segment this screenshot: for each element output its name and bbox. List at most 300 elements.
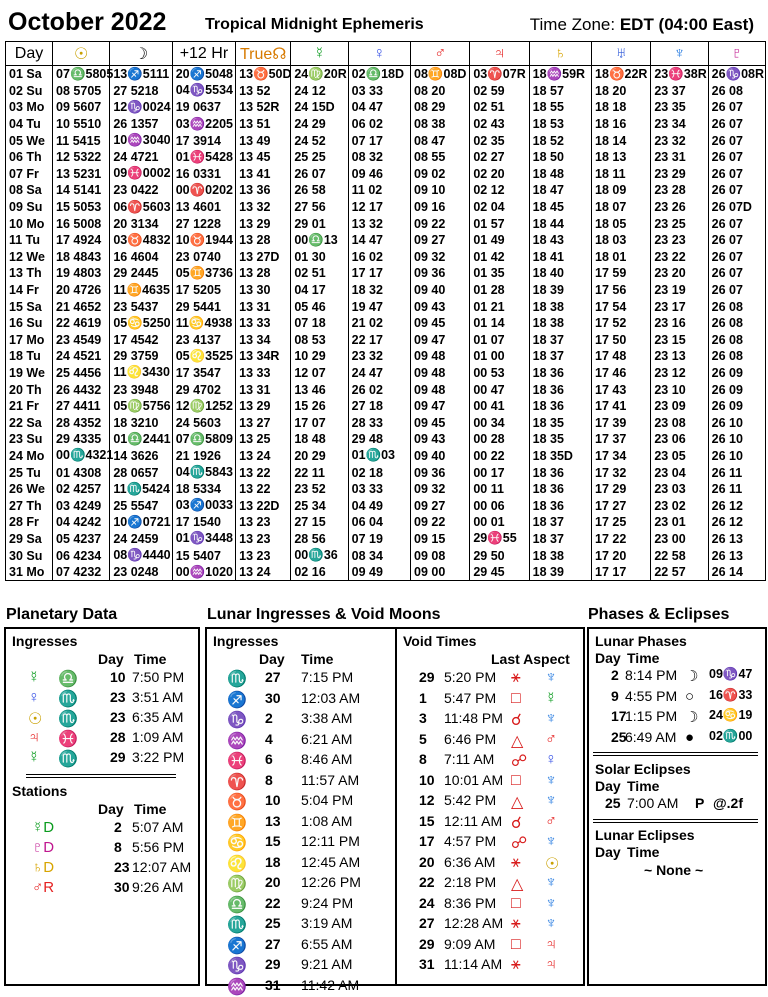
void-time: 8:36 PM	[444, 894, 497, 911]
table-cell: 02 27	[470, 149, 529, 166]
table-cell: 17 39	[592, 414, 651, 431]
table-cell: 15 5053	[53, 199, 110, 216]
table-cell: 24 4721	[110, 149, 172, 166]
phase-row	[589, 688, 765, 708]
table-cell: 09 27	[411, 232, 470, 249]
table-cell: 13 51	[236, 116, 291, 133]
lunar-ingress-day: 27	[265, 935, 281, 952]
table-cell: 04 17	[291, 282, 348, 299]
aspect-glyph: ⚹	[511, 669, 521, 686]
divider	[593, 752, 758, 756]
aspect-glyph: △	[511, 876, 524, 893]
table-cell: 13 52R	[236, 99, 291, 116]
table-cell: 13 49	[236, 132, 291, 149]
table-cell: 23 22	[651, 249, 708, 266]
void-time: 2:18 PM	[444, 874, 497, 890]
table-cell: 18 40	[529, 265, 591, 282]
phase-time: 6:49 AM	[625, 728, 677, 745]
aspect-glyph: ⚹	[511, 915, 521, 932]
table-cell: 12 07	[291, 365, 348, 382]
table-cell: 13 33	[236, 315, 291, 332]
table-row	[6, 149, 766, 166]
aspect-planet-glyph: ♆	[545, 833, 557, 850]
stations-heading: Stations	[12, 783, 68, 799]
table-row	[6, 531, 766, 548]
table-cell: 23 13	[651, 348, 708, 365]
ingress-day: 29	[110, 749, 126, 765]
table-cell: 17 5205	[172, 282, 235, 299]
table-cell: 23 29	[651, 166, 708, 183]
table-cell: 18 36	[529, 381, 591, 398]
table-row	[6, 381, 766, 398]
planetary-data-title: Planetary Data	[6, 606, 118, 623]
table-cell: 24 29	[291, 116, 348, 133]
table-cell: 19 We	[6, 365, 53, 382]
table-cell: 14 3626	[110, 448, 172, 465]
day-heading: Day	[98, 651, 124, 667]
table-cell: 08 34	[348, 547, 410, 564]
lunar-ingress-time: 5:04 PM	[301, 792, 354, 808]
aspect-planet-glyph: ♂	[545, 730, 557, 748]
table-cell: 23 0422	[110, 182, 172, 199]
table-cell: 18 16	[592, 116, 651, 133]
phase-position: 09♑47	[709, 667, 753, 681]
table-cell: 23 23	[651, 232, 708, 249]
sign-glyph: ♈	[227, 773, 247, 791]
table-cell: 09 47	[411, 332, 470, 349]
table-cell: 24 52	[291, 132, 348, 149]
table-cell: 13 41	[236, 166, 291, 183]
table-cell: 18 13	[592, 149, 651, 166]
void-row	[207, 915, 583, 935]
void-row	[207, 772, 583, 792]
lunar-ingress-day: 6	[265, 751, 273, 767]
table-cell: 18 45	[529, 199, 591, 216]
table-cell: 02 04	[470, 199, 529, 216]
ingress-row	[6, 689, 198, 709]
table-cell: 17 29	[592, 481, 651, 498]
ephemeris-table	[5, 41, 766, 581]
table-cell: 09 36	[411, 464, 470, 481]
void-time: 11:48 PM	[444, 710, 503, 726]
table-cell: 23 34	[651, 116, 708, 133]
table-cell: 18 38	[529, 547, 591, 564]
table-cell: 09 46	[348, 166, 410, 183]
table-cell: 19 47	[348, 298, 410, 315]
table-cell: 17 52	[592, 315, 651, 332]
table-cell: 26 07	[708, 282, 765, 299]
ingress-row	[6, 709, 198, 729]
table-cell: 04 4242	[53, 514, 110, 531]
table-cell: 13 28	[236, 232, 291, 249]
table-cell: 12♑0024	[110, 99, 172, 116]
table-cell: 08 5705	[53, 83, 110, 100]
table-cell: 18 09	[592, 182, 651, 199]
phase-day: 2	[611, 667, 619, 683]
table-cell: 29 5441	[172, 298, 235, 315]
ingress-day: 28	[110, 729, 126, 745]
ingress-day: 23	[110, 709, 126, 725]
table-row	[6, 348, 766, 365]
station-glyph: ♂R	[32, 879, 55, 896]
table-cell: 01 4308	[53, 464, 110, 481]
table-cell: 09 45	[411, 414, 470, 431]
table-cell: 26 12	[708, 497, 765, 514]
table-cell: 25 4456	[53, 365, 110, 382]
table-cell: 29 2445	[110, 265, 172, 282]
table-cell: 08 29	[411, 99, 470, 116]
table-cell: 12 17	[348, 199, 410, 216]
table-cell: 05♌3525	[172, 348, 235, 365]
table-cell: 10 5510	[53, 116, 110, 133]
table-cell: 26 We	[6, 481, 53, 498]
sign-glyph: ♏	[58, 691, 78, 708]
table-cell: 26 58	[291, 182, 348, 199]
table-cell: 18 57	[529, 83, 591, 100]
table-row	[6, 182, 766, 199]
table-cell: 17 50	[592, 332, 651, 349]
table-cell: 23 26	[651, 199, 708, 216]
table-cell: 29♓55	[470, 531, 529, 548]
table-cell: 03♈07R	[470, 66, 529, 83]
table-cell: 01♑3448	[172, 531, 235, 548]
table-cell: 00 34	[470, 414, 529, 431]
table-cell: 23 4549	[53, 332, 110, 349]
solar-magnitude: @.2f	[713, 795, 743, 811]
table-cell: 03 33	[348, 481, 410, 498]
lunar-ingress-time: 12:11 PM	[301, 833, 360, 849]
table-cell: 18 38	[529, 298, 591, 315]
table-cell: 26 08	[708, 83, 765, 100]
station-time: 9:26 AM	[132, 879, 184, 895]
table-cell: 11 Tu	[6, 232, 53, 249]
aspect-planet-glyph: ♀	[545, 751, 557, 768]
table-cell: 18 53	[529, 116, 591, 133]
phase-icon: ☽	[685, 709, 699, 726]
table-cell: 01♏03	[348, 448, 410, 465]
table-row	[6, 365, 766, 382]
aspect-planet-glyph: ♆	[545, 874, 557, 891]
table-row	[6, 564, 766, 581]
table-cell: 18 07	[592, 199, 651, 216]
aspect-glyph: ☌	[511, 814, 522, 832]
table-cell: 01 Sa	[6, 66, 53, 83]
table-cell: 01 28	[470, 282, 529, 299]
table-cell: 21 Fr	[6, 398, 53, 415]
table-cell: 09 10	[411, 182, 470, 199]
table-cell: 04♑5534	[172, 83, 235, 100]
col-header: +12 Hr	[172, 42, 235, 66]
phase-row	[589, 708, 765, 728]
lunar-ingresses-heading: Ingresses	[213, 633, 279, 649]
solar-eclipse-row	[589, 795, 765, 815]
table-cell: 18 52	[529, 132, 591, 149]
table-cell: 26 07	[708, 249, 765, 266]
table-cell: 27 18	[348, 398, 410, 415]
table-cell: 13 45	[236, 149, 291, 166]
void-day: 29	[419, 935, 435, 952]
table-cell: 01 14	[470, 315, 529, 332]
table-cell: 00 22	[470, 448, 529, 465]
table-cell: 23 05	[651, 448, 708, 465]
lunar-ingress-day: 25	[265, 915, 281, 931]
planetary-data-box: Ingresses Day Time ☿ ♎ 10 7:50 PM ♀ ♏ 23 3:51 AM ☉ ♏ 23 6:35 AM ♃ ♓ 28 1:09 AM ☿ ♏ 29 3:22 PM Stations Day Time ☿D 2 5:07 AM ♇D 8 5:56 PM ♄D 23 12:07 AM ♂R 30 9:26 AM	[4, 627, 200, 986]
table-cell: 18 05	[592, 215, 651, 232]
table-cell: 16 02	[348, 249, 410, 266]
void-row	[207, 833, 583, 853]
table-row	[6, 282, 766, 299]
table-cell: 17 07	[291, 414, 348, 431]
table-cell: 10 Mo	[6, 215, 53, 232]
table-cell: 26 07	[708, 215, 765, 232]
table-cell: 11♊4635	[110, 282, 172, 299]
void-day: 27	[419, 915, 435, 931]
aspect-glyph: ⚹	[511, 956, 521, 973]
table-cell: 18 39	[529, 564, 591, 581]
lunar-ingress-time: 6:21 AM	[301, 730, 353, 747]
table-cell: 02 20	[470, 166, 529, 183]
table-cell: 28 0657	[110, 464, 172, 481]
table-cell: 08 55	[411, 149, 470, 166]
table-row	[6, 497, 766, 514]
table-cell: 08 47	[411, 132, 470, 149]
col-header: ♀	[348, 42, 410, 66]
void-day: 17	[419, 833, 435, 849]
station-day: 30	[114, 879, 130, 895]
table-cell: 23 01	[651, 514, 708, 531]
table-cell: 18♉22R	[592, 66, 651, 83]
table-cell: 09 40	[411, 448, 470, 465]
ingress-row	[6, 749, 198, 769]
table-cell: 26 13	[708, 531, 765, 548]
table-cell: 13 4601	[172, 199, 235, 216]
aspect-glyph: ☌	[511, 712, 522, 729]
table-cell: 10♐0721	[110, 514, 172, 531]
table-cell: 14 47	[348, 232, 410, 249]
divider	[26, 774, 176, 778]
table-cell: 00 01	[470, 514, 529, 531]
table-cell: 17 46	[592, 365, 651, 382]
table-cell: 26 13	[708, 547, 765, 564]
lunar-ingress-day: 10	[265, 792, 281, 808]
table-row	[6, 83, 766, 100]
table-cell: 18 Tu	[6, 348, 53, 365]
table-cell: 17 3547	[172, 365, 235, 382]
table-cell: 04♏5843	[172, 464, 235, 481]
phase-row	[589, 667, 765, 687]
table-cell: 29 50	[470, 547, 529, 564]
table-cell: 13 24	[236, 564, 291, 581]
table-cell: 26 07	[708, 182, 765, 199]
table-cell: 17 25	[592, 514, 651, 531]
lunar-ingress-day: 20	[265, 874, 281, 890]
table-cell: 06 4234	[53, 547, 110, 564]
station-row	[6, 819, 198, 839]
table-cell: 08 53	[291, 332, 348, 349]
table-cell: 18 01	[592, 249, 651, 266]
sign-glyph: ♓	[58, 731, 78, 748]
table-cell: 09 22	[411, 215, 470, 232]
table-row	[6, 514, 766, 531]
table-cell: 00 47	[470, 381, 529, 398]
table-cell: 16 5008	[53, 215, 110, 232]
void-row	[207, 936, 583, 956]
table-cell: 28 56	[291, 531, 348, 548]
table-cell: 04 47	[348, 99, 410, 116]
lunar-eclipses-none: ~ None ~	[644, 862, 704, 878]
table-cell: 18 32	[348, 282, 410, 299]
table-cell: 20♐5048	[172, 66, 235, 83]
solar-eclipses-heading: Solar Eclipses	[595, 761, 691, 777]
table-cell: 09 32	[411, 481, 470, 498]
table-cell: 20 4726	[53, 282, 110, 299]
ingress-time: 7:50 PM	[132, 669, 185, 685]
table-cell: 23♓38R	[651, 66, 708, 83]
table-cell: 03♒2205	[172, 116, 235, 133]
table-cell: 01 00	[470, 348, 529, 365]
table-cell: 02 12	[470, 182, 529, 199]
table-cell: 26 07	[291, 166, 348, 183]
table-cell: 21 02	[348, 315, 410, 332]
void-row	[207, 854, 583, 874]
table-cell: 13 30	[236, 282, 291, 299]
table-cell: 13 52	[236, 83, 291, 100]
table-cell: 18 35D	[529, 448, 591, 465]
lunar-ingress-day: 27	[265, 669, 281, 685]
table-cell: 29 45	[470, 564, 529, 581]
table-cell: 12♍1252	[172, 398, 235, 415]
table-cell: 26 10	[708, 414, 765, 431]
table-cell: 23 10	[651, 381, 708, 398]
table-cell: 13 34	[236, 332, 291, 349]
col-header: ☿	[291, 42, 348, 66]
table-cell: 09 43	[411, 298, 470, 315]
table-cell: 26 07D	[708, 199, 765, 216]
phase-icon: ○	[685, 687, 695, 705]
table-cell: 23 00	[651, 531, 708, 548]
table-cell: 13 Th	[6, 265, 53, 282]
table-cell: 12 We	[6, 249, 53, 266]
table-cell: 18 3210	[110, 414, 172, 431]
lunar-box: Ingresses Day Time ♏ 27 7:15 PM ♐ 30 12:03 AM ♑ 2 3:38 AM ♒ 4 6:21 AM ♓ 6 8:46 AM ♈ 8 11:57 AM ♉ 10 5:04 PM ♊ 13 1:08 AM ♋ 15 12:11 PM ♌ 18 12:45 AM ♍ 20 12:26 PM ♎ 22 9:24 PM ♏ 25 3:19 AM ♐ 27 6:55 AM ♑ 29 9:21 AM ♒ 31 11:42 AM Void Times Last Aspect 29 5:20 PM ⚹ ♆ 1 5:47 PM □ ☿ 3 11:48 PM ☌ ♆ 5 6:46 PM △ ♂ 8 7:11 AM ☍ ♀ 10 10:01 AM □ ♆ 12 5:42 PM △ ♆ 15 12:11 AM ☌ ♂ 17 4:57 PM ☍ ♆ 20 6:36 AM ⚹ ☉ 22 2:18 PM △ ♆ 24 8:36 PM □ ♆ 27 12:28 AM ⚹ ♆ 29 9:09 AM □ ♃ 31 11:14 AM ⚹ ♃	[205, 627, 585, 986]
void-time: 7:11 AM	[444, 751, 495, 767]
table-cell: 26♑08R	[708, 66, 765, 83]
table-cell: 18 14	[592, 132, 651, 149]
lunar-ingress-time: 8:46 AM	[301, 751, 353, 767]
table-cell: 27 Th	[6, 497, 53, 514]
void-day: 12	[419, 792, 435, 808]
table-cell: 26 09	[708, 381, 765, 398]
ingress-row	[6, 729, 198, 749]
table-cell: 29 4702	[172, 381, 235, 398]
table-cell: 26 07	[708, 265, 765, 282]
table-cell: 18 48	[291, 431, 348, 448]
table-cell: 18 4843	[53, 249, 110, 266]
aspect-planet-glyph: ♆	[545, 669, 557, 686]
table-cell: 11♏5424	[110, 481, 172, 498]
table-cell: 23 04	[651, 464, 708, 481]
table-cell: 26 09	[708, 365, 765, 382]
table-cell: 27 56	[291, 199, 348, 216]
ingress-time: 3:22 PM	[132, 749, 185, 765]
table-cell: 26 4432	[53, 381, 110, 398]
table-cell: 02 4257	[53, 481, 110, 498]
table-cell: 13 32	[236, 199, 291, 216]
ingress-day: 10	[110, 669, 126, 685]
table-row	[6, 431, 766, 448]
table-cell: 26 10	[708, 448, 765, 465]
sign-glyph: ♏	[227, 917, 247, 934]
aspect-planet-glyph: ♃	[545, 935, 557, 953]
table-cell: 00♎13	[291, 232, 348, 249]
table-cell: 27 4411	[53, 398, 110, 415]
col-header: ♅	[592, 42, 651, 66]
table-cell: 23 5437	[110, 298, 172, 315]
void-day: 8	[419, 751, 427, 767]
time-heading: Time	[134, 651, 167, 667]
table-cell: 23 03	[651, 481, 708, 498]
table-cell: 13 32	[348, 215, 410, 232]
table-row	[6, 265, 766, 282]
table-cell: 18 20	[592, 83, 651, 100]
void-day: 15	[419, 812, 435, 829]
solar-time: 7:00 AM	[627, 795, 679, 811]
phase-position: 02♏00	[709, 728, 753, 743]
table-cell: 01 57	[470, 215, 529, 232]
sign-glyph: ♒	[227, 732, 247, 750]
table-cell: 23 35	[651, 99, 708, 116]
phase-day: 17	[611, 708, 627, 724]
table-cell: 02♎18D	[348, 66, 410, 83]
table-row	[6, 232, 766, 249]
table-cell: 09 43	[411, 431, 470, 448]
table-cell: 02 Su	[6, 83, 53, 100]
station-row	[6, 859, 198, 879]
table-cell: 17 1540	[172, 514, 235, 531]
aspect-planet-glyph: ♂	[545, 812, 557, 830]
table-cell: 23 17	[651, 298, 708, 315]
sign-glyph: ♐	[227, 691, 247, 709]
table-cell: 17 Mo	[6, 332, 53, 349]
phase-icon: ☽	[685, 668, 699, 685]
table-cell: 05♍5756	[110, 398, 172, 415]
planet-glyph: ♀	[28, 689, 40, 706]
aspect-glyph: ☍	[511, 753, 528, 770]
table-cell: 15 26	[291, 398, 348, 415]
table-cell: 26 07	[708, 166, 765, 183]
void-time: 6:46 PM	[444, 730, 497, 747]
table-cell: 17 22	[592, 531, 651, 548]
table-cell: 24 4521	[53, 348, 110, 365]
table-cell: 02 51	[470, 99, 529, 116]
table-cell: 01 35	[470, 265, 529, 282]
aspect-glyph: ⚹	[511, 853, 521, 871]
table-cell: 27 15	[291, 514, 348, 531]
aspect-planet-glyph: ♆	[545, 710, 557, 727]
void-day: 3	[419, 710, 427, 726]
void-day: 29	[419, 669, 435, 685]
table-cell: 09 48	[411, 365, 470, 382]
aspect-planet-glyph: ☿	[545, 689, 557, 707]
station-day: 8	[114, 839, 122, 855]
table-cell: 03 4249	[53, 497, 110, 514]
table-cell: 26 08	[708, 298, 765, 315]
table-cell: 13♉50D	[236, 66, 291, 83]
table-cell: 29 Sa	[6, 531, 53, 548]
table-cell: 23 06	[651, 431, 708, 448]
table-cell: 09 16	[411, 199, 470, 216]
col-header: ♆	[651, 42, 708, 66]
